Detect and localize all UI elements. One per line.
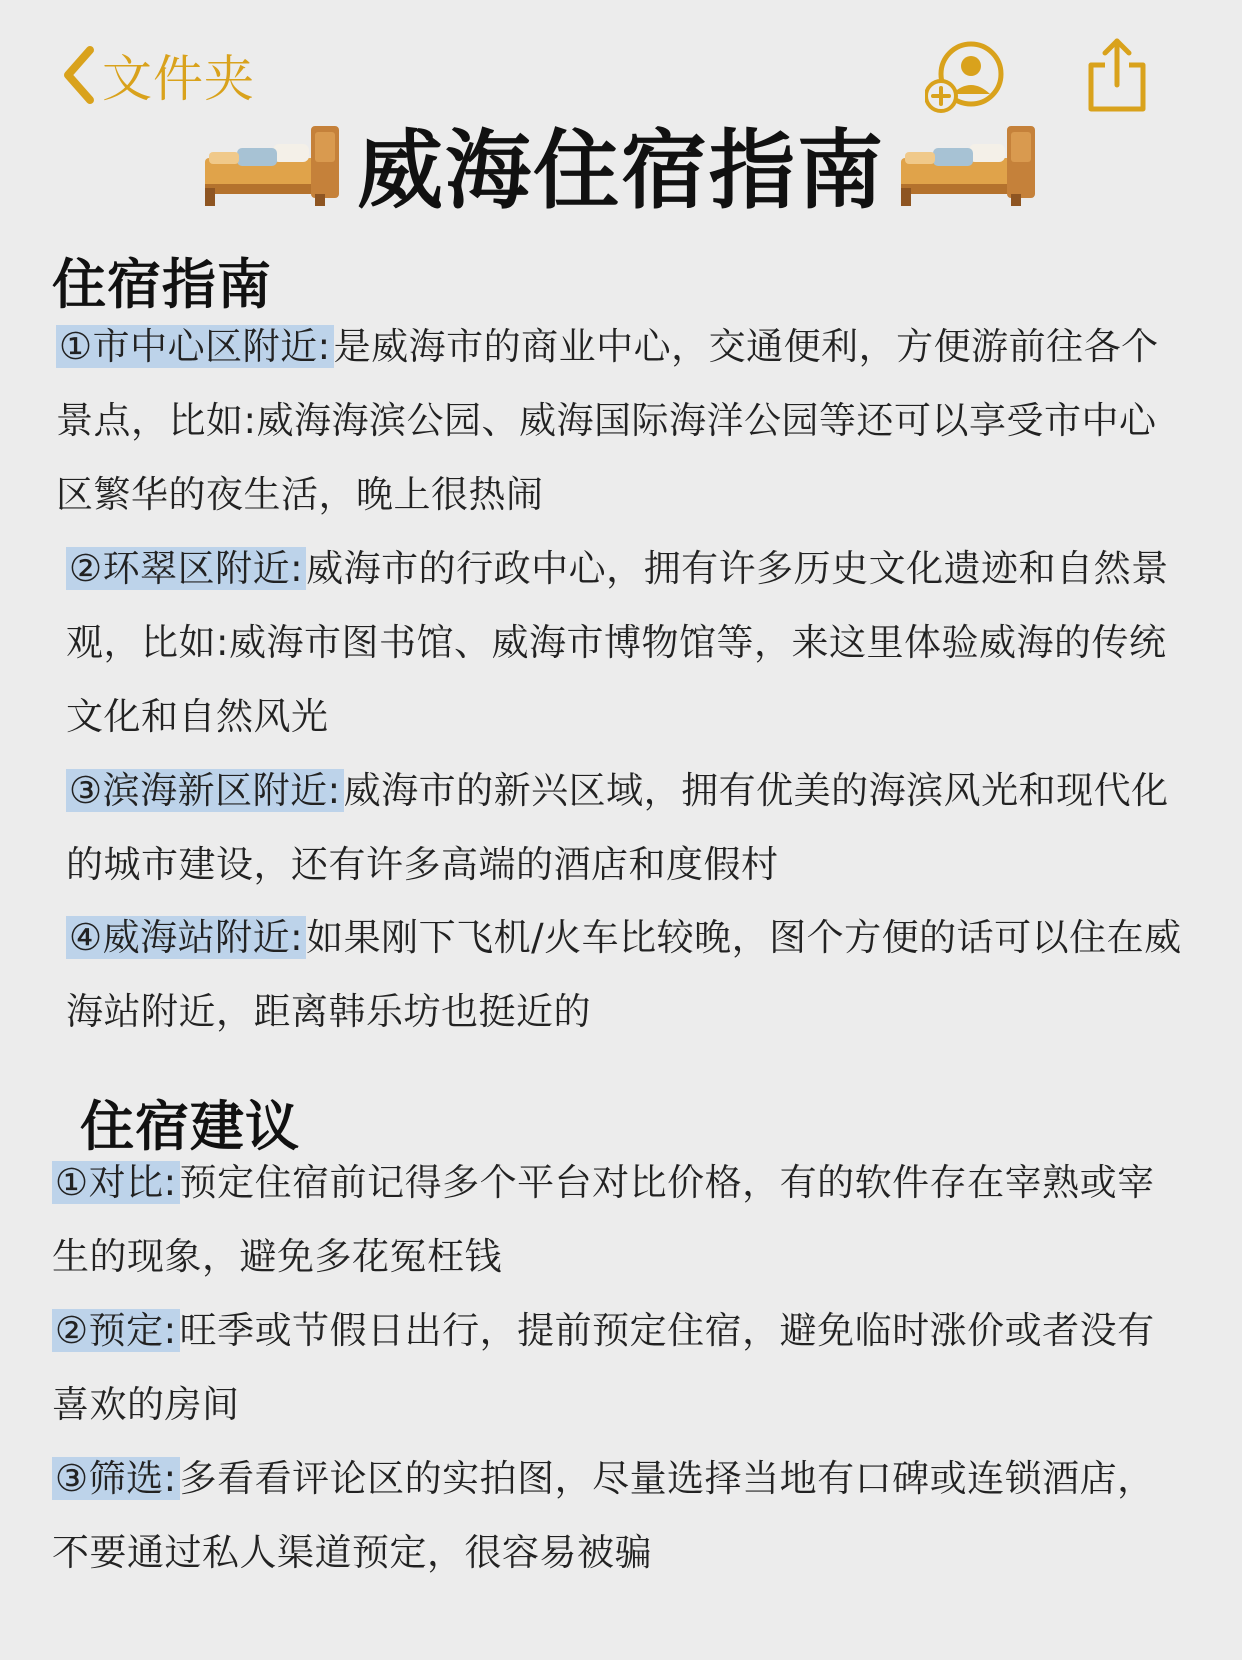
section-heading-guide: 住宿指南 — [52, 253, 272, 316]
add-collaborator-icon — [925, 40, 1007, 116]
guide-item-label: ①市中心区附近: — [56, 325, 334, 368]
guide-item — [56, 310, 1176, 532]
tip-item — [52, 1146, 1182, 1294]
share-button[interactable] — [1085, 35, 1149, 115]
bed-icon — [899, 118, 1039, 208]
guide-item-text: 威海市的新兴区域，拥有优美的海滨风光和现代化的城市建设，还有许多高端的酒店和度假村 — [66, 769, 1169, 886]
tip-item-label: ①对比: — [52, 1161, 180, 1204]
share-icon — [1085, 35, 1149, 115]
guide-item-label: ③滨海新区附近: — [66, 769, 344, 812]
page-title: 威海住宿指南 — [357, 121, 885, 221]
chevron-left-icon — [58, 44, 98, 106]
title-row — [0, 108, 1242, 221]
tip-item-text: 旺季或节假日出行，提前预定住宿，避免临时涨价或者没有喜欢的房间 — [52, 1309, 1155, 1426]
back-to-folder-button[interactable] — [58, 40, 255, 110]
section-heading-tips: 住宿建议 — [80, 1095, 300, 1158]
back-label: 文件夹 — [102, 50, 255, 108]
guide-item — [66, 901, 1196, 1049]
guide-item-text: 如果刚下飞机/火车比较晚，图个方便的话可以住在威海站附近，距离韩乐坊也挺近的 — [66, 916, 1182, 1033]
tip-item-text: 多看看评论区的实拍图，尽量选择当地有口碑或连锁酒店，不要通过私人渠道预定，很容易被骗 — [52, 1457, 1155, 1574]
guide-item-label: ②环翠区附近: — [66, 547, 306, 590]
tip-item — [52, 1442, 1182, 1590]
guide-item — [66, 532, 1176, 754]
tip-item-label: ②预定: — [52, 1309, 180, 1352]
guide-item-label: ④威海站附近: — [66, 916, 306, 959]
bed-icon — [203, 118, 343, 208]
tip-item-label: ③筛选: — [52, 1457, 180, 1500]
guide-item — [66, 754, 1176, 902]
tip-item-text: 预定住宿前记得多个平台对比价格，有的软件存在宰熟或宰生的现象，避免多花冤枉钱 — [52, 1161, 1155, 1278]
guide-item-text: 是威海市的商业中心，交通便利，方便游前往各个景点，比如:威海海滨公园、威海国际海洋公园等还可以享受市中心区繁华的夜生活，晚上很热闹 — [56, 325, 1159, 516]
guide-item-text: 威海市的行政中心，拥有许多历史文化遗迹和自然景观，比如:威海市图书馆、威海市博物馆等，来这里体验威海的传统文化和自然风光 — [66, 547, 1169, 738]
tip-item — [52, 1294, 1182, 1442]
add-collaborator-button[interactable] — [925, 40, 1007, 116]
